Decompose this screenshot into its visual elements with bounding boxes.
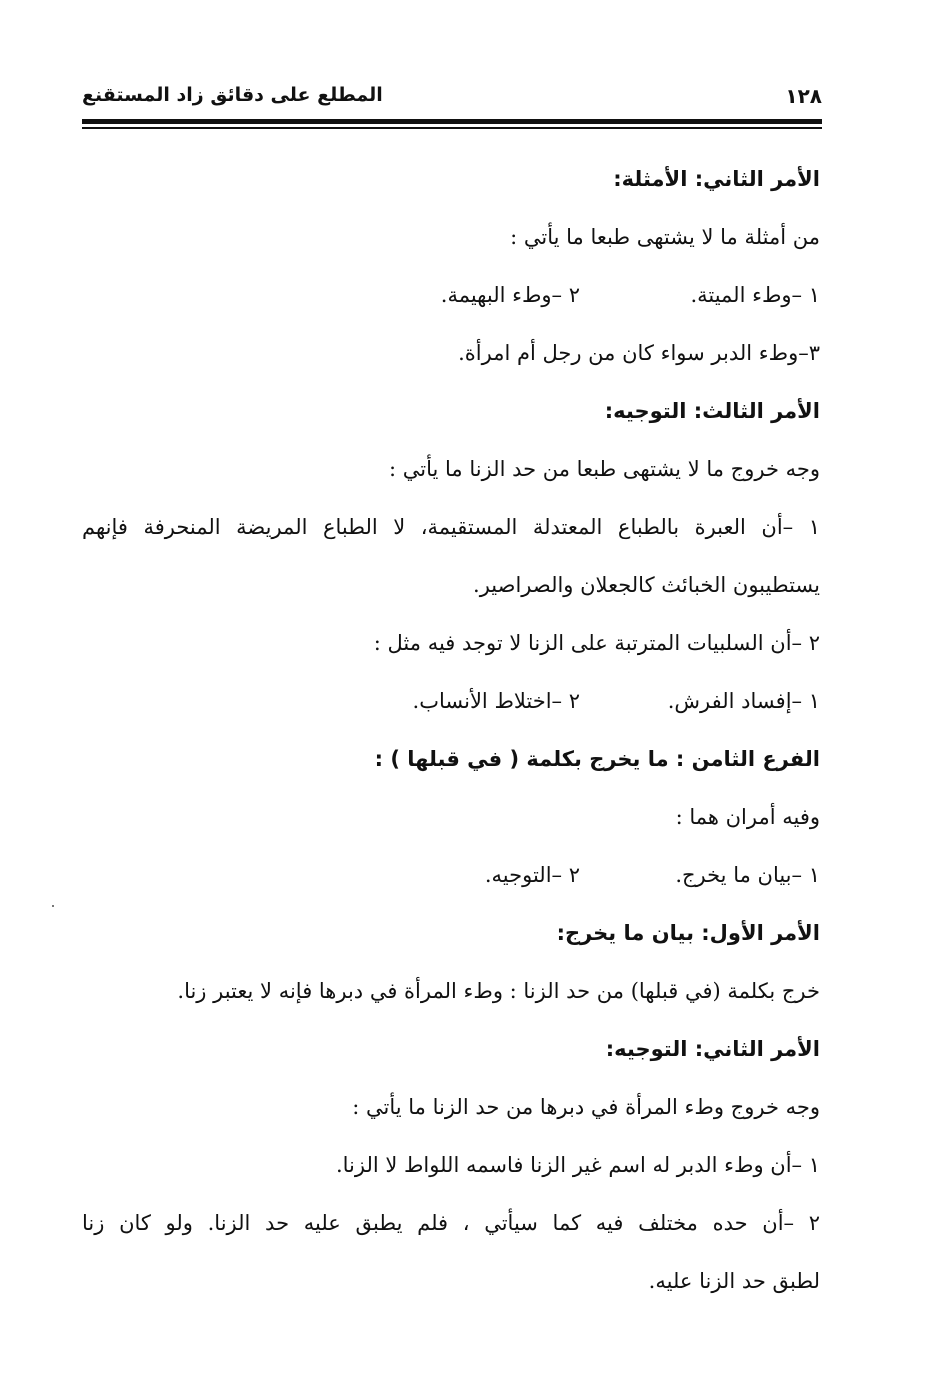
list-pair	[82, 846, 820, 904]
section-heading: الأمر الثاني: التوجيه:	[605, 1037, 820, 1061]
list-item: ١ –إفساد الفرش.	[667, 689, 820, 713]
list-item: ٢ –التوجيه.	[484, 863, 580, 887]
section-heading: الأمر الثالث: التوجيه:	[604, 399, 820, 423]
header-rule-thin	[82, 127, 822, 129]
section-heading: الأمر الأول: بيان ما يخرج:	[556, 921, 820, 945]
list-pair	[82, 672, 820, 730]
page-header	[82, 82, 822, 122]
paragraph-line: وجه خروج وطء المرأة في دبرها من حد الزنا ما يأتي :	[352, 1095, 820, 1119]
paragraph-line: خرج بكلمة (في قبلها) من حد الزنا : وطء المرأة في دبرها فإنه لا يعتبر زنا.	[177, 979, 820, 1003]
list-item: ١ –بيان ما يخرج.	[675, 863, 820, 887]
list-pair	[82, 266, 820, 324]
paragraph-line: يستطيبون الخبائث كالجعلان والصراصير.	[473, 573, 820, 597]
margin-speck	[52, 905, 54, 907]
paragraph-line: وفيه أمران هما :	[675, 805, 820, 829]
running-title: المطلع على دقائق زاد المستقنع	[82, 84, 383, 106]
paragraph-line: من أمثلة ما لا يشتهى طبعا ما يأتي :	[510, 225, 820, 249]
list-item: ٢ –اختلاط الأنساب.	[412, 689, 580, 713]
section-heading: الأمر الثاني: الأمثلة:	[613, 167, 820, 191]
paragraph-line: ١ –أن العبرة بالطباع المعتدلة المستقيمة، لا الطباع المريضة المنحرفة فإنهم	[82, 515, 820, 539]
paragraph-line: لطبق حد الزنا عليه.	[648, 1269, 820, 1293]
paragraph-line: ٣–وطء الدبر سواء كان من رجل أم امرأة.	[458, 341, 820, 365]
paragraph-line: ٢ –أن السلبيات المترتبة على الزنا لا توجد فيه مثل :	[373, 631, 820, 655]
paragraph-line: وجه خروج ما لا يشتهى طبعا من حد الزنا ما يأتي :	[389, 457, 820, 481]
paragraph-line: ١ –أن وطء الدبر له اسم غير الزنا فاسمه اللواط لا الزنا.	[335, 1153, 820, 1177]
list-item: ١ –وطء الميتة.	[690, 283, 820, 307]
paragraph-line: ٢ –أن حده مختلف فيه كما سيأتي ، فلم يطبق عليه حد الزنا. ولو كان زنا	[82, 1211, 820, 1235]
header-rule-thick	[82, 119, 822, 124]
section-heading: الفرع الثامن : ما يخرج بكلمة ( في قبلها ) :	[374, 747, 820, 771]
list-item: ٢ –وطء البهيمة.	[440, 283, 580, 307]
body-text	[82, 150, 820, 1310]
page-number: ١٢٨	[785, 84, 822, 108]
